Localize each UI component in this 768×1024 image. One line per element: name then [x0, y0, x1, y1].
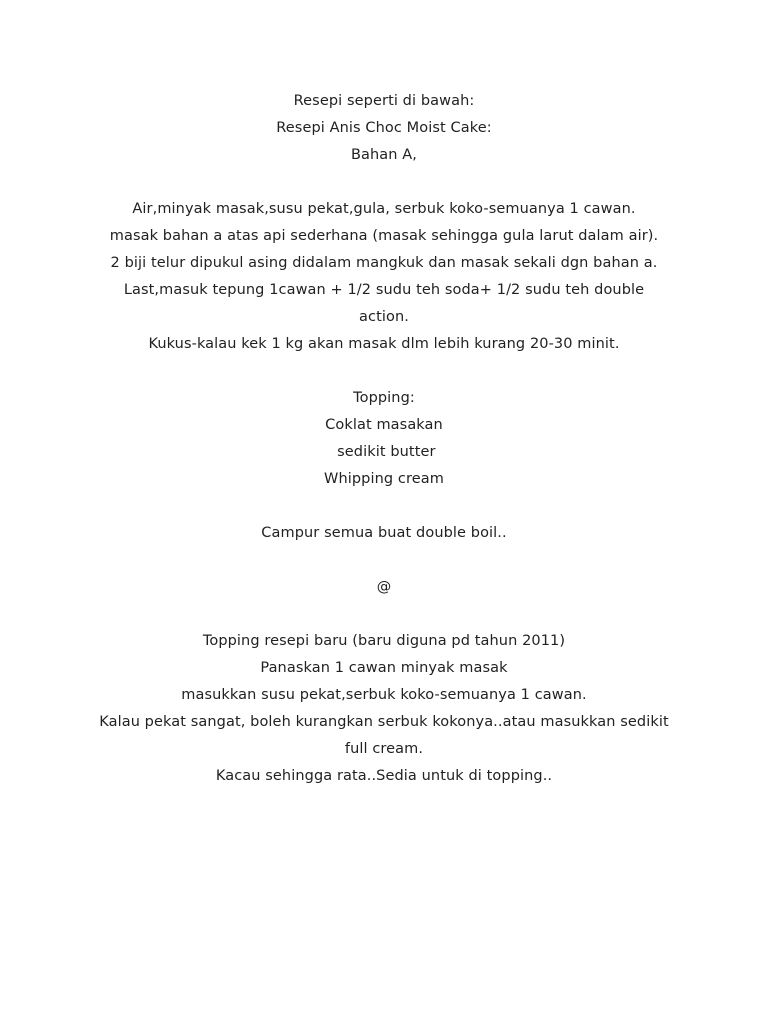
new-topping-line: Kalau pekat sangat, boleh kurangkan serbuk kokonya..atau masukkan sedikit	[99, 714, 669, 730]
ingredient-group-label: Bahan A,	[350, 147, 418, 163]
step-line: Kukus-kalau kek 1 kg akan masak dlm lebih kurang 20-30 minit.	[148, 336, 620, 352]
step-line: Air,minyak masak,susu pekat,gula, serbuk koko-semuanya 1 cawan.	[132, 201, 636, 217]
new-topping-line: Kacau sehingga rata..Sedia untuk di topping..	[215, 768, 553, 784]
step-line: Last,masuk tepung 1cawan + 1/2 sudu teh soda+ 1/2 sudu teh double	[123, 282, 645, 298]
recipe-title: Resepi Anis Choc Moist Cake:	[276, 120, 492, 136]
topping-item: Coklat masakan	[325, 417, 443, 433]
section-separator: @	[376, 579, 392, 595]
intro-line: Resepi seperti di bawah:	[293, 93, 475, 109]
new-topping-line: Panaskan 1 cawan minyak masak	[260, 660, 508, 676]
blank-line	[84, 601, 684, 628]
topping-heading: Topping:	[353, 390, 415, 406]
recipe-text-block	[84, 88, 684, 790]
blank-line	[84, 493, 684, 520]
step-line: 2 biji telur dipukul asing didalam mangkuk dan masak sekali dgn bahan a.	[110, 255, 658, 271]
blank-line	[84, 169, 684, 196]
topping-item: Whipping cream	[324, 471, 444, 487]
blank-line	[84, 358, 684, 385]
blank-line	[84, 547, 684, 574]
step-line: masak bahan a atas api sederhana (masak sehingga gula larut dalam air).	[109, 228, 659, 244]
new-topping-line: masukkan susu pekat,serbuk koko-semuanya 1 cawan.	[181, 687, 587, 703]
topping-item: sedikit butter	[332, 444, 436, 460]
topping-instruction: Campur semua buat double boil..	[261, 525, 507, 541]
new-topping-line-continuation: full cream.	[344, 741, 424, 757]
new-topping-heading: Topping resepi baru (baru diguna pd tahun 2011)	[202, 633, 566, 649]
step-line-continuation: action.	[359, 309, 409, 325]
